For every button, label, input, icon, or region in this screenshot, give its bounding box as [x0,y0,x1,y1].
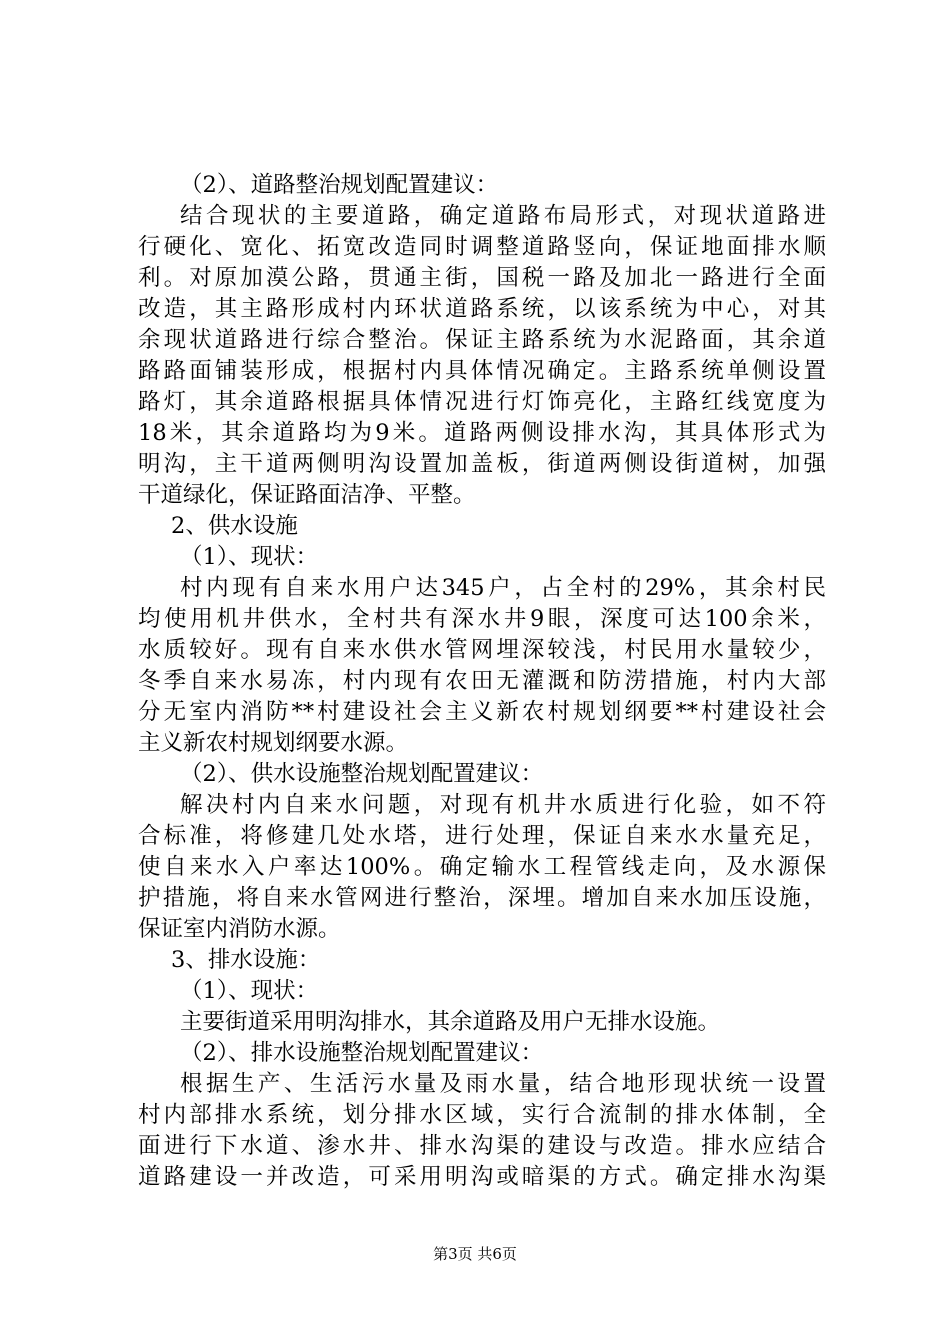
text-line: 2、供水设施 [171,513,298,539]
text-line: 水质较好。现有自来水供水管网埋深较浅，村民用水量较少， [138,637,826,663]
page-footer: 第3页 共6页 [433,1245,517,1263]
text-line: 村内现有自来水用户达345户，占全村的29%，其余村民 [180,575,826,601]
text-line: 面进行下水道、渗水井、排水沟渠的建设与改造。排水应结合 [138,1133,826,1159]
text-line: 路灯，其余道路根据具体情况进行灯饰亮化，主路红线宽度为 [138,389,826,415]
document-body [138,170,826,1193]
text-line: 使自来水入户率达100%。确定输水工程管线走向，及水源保 [138,854,826,880]
text-line: 干道绿化，保证路面洁净、平整。 [138,482,476,508]
text-line: （2）、供水设施整治规划配置建议： [180,761,544,787]
text-line: 路路面铺装形成，根据村内具体情况确定。主路系统单侧设置 [138,358,826,384]
text-line: 护措施，将自来水管网进行整治，深埋。增加自来水加压设施， [138,885,826,911]
text-line: 改造，其主路形成村内环状道路系统，以该系统为中心，对其 [138,296,826,322]
text-line: （1）、现状： [180,978,319,1004]
text-line: （2）、排水设施整治规划配置建议： [180,1040,544,1066]
text-line: 3、排水设施： [171,947,321,973]
text-line: 结合现状的主要道路，确定道路布局形式，对现状道路进 [180,203,826,229]
text-line: 18米，其余道路均为9米。道路两侧设排水沟，其具体形式为 [138,420,826,446]
text-line: 保证室内消防水源。 [138,916,341,942]
text-line: 行硬化、宽化、拓宽改造同时调整道路竖向，保证地面排水顺 [138,234,826,260]
text-line: 解决村内自来水问题，对现有机井水质进行化验，如不符 [180,792,826,818]
text-line: 明沟，主干道两侧明沟设置加盖板，街道两侧设街道树，加强 [138,451,826,477]
text-line: 利。对原加漠公路，贯通主街，国税一路及加北一路进行全面 [138,265,826,291]
text-line: 均使用机井供水，全村共有深水井9眼，深度可达100余米， [138,606,826,632]
text-line: 余现状道路进行综合整治。保证主路系统为水泥路面，其余道 [138,327,826,353]
text-line: 冬季自来水易冻，村内现有农田无灌溉和防涝措施，村内大部 [138,668,826,694]
text-line: 合标准，将修建几处水塔，进行处理，保证自来水水量充足， [138,823,826,849]
text-line: 根据生产、生活污水量及雨水量，结合地形现状统一设置 [180,1071,826,1097]
text-line: （2）、道路整治规划配置建议： [180,172,499,198]
text-line: 分无室内消防**村建设社会主义新农村规划纲要**村建设社会 [138,699,826,725]
text-line: （1）、现状： [180,544,319,570]
text-line: 主要街道采用明沟排水，其余道路及用户无排水设施。 [180,1009,721,1035]
text-line: 道路建设一并改造，可采用明沟或暗渠的方式。确定排水沟渠 [138,1164,826,1190]
text-line: 村内部排水系统，划分排水区域，实行合流制的排水体制，全 [138,1102,826,1128]
text-line: 主义新农村规划纲要水源。 [138,730,409,756]
